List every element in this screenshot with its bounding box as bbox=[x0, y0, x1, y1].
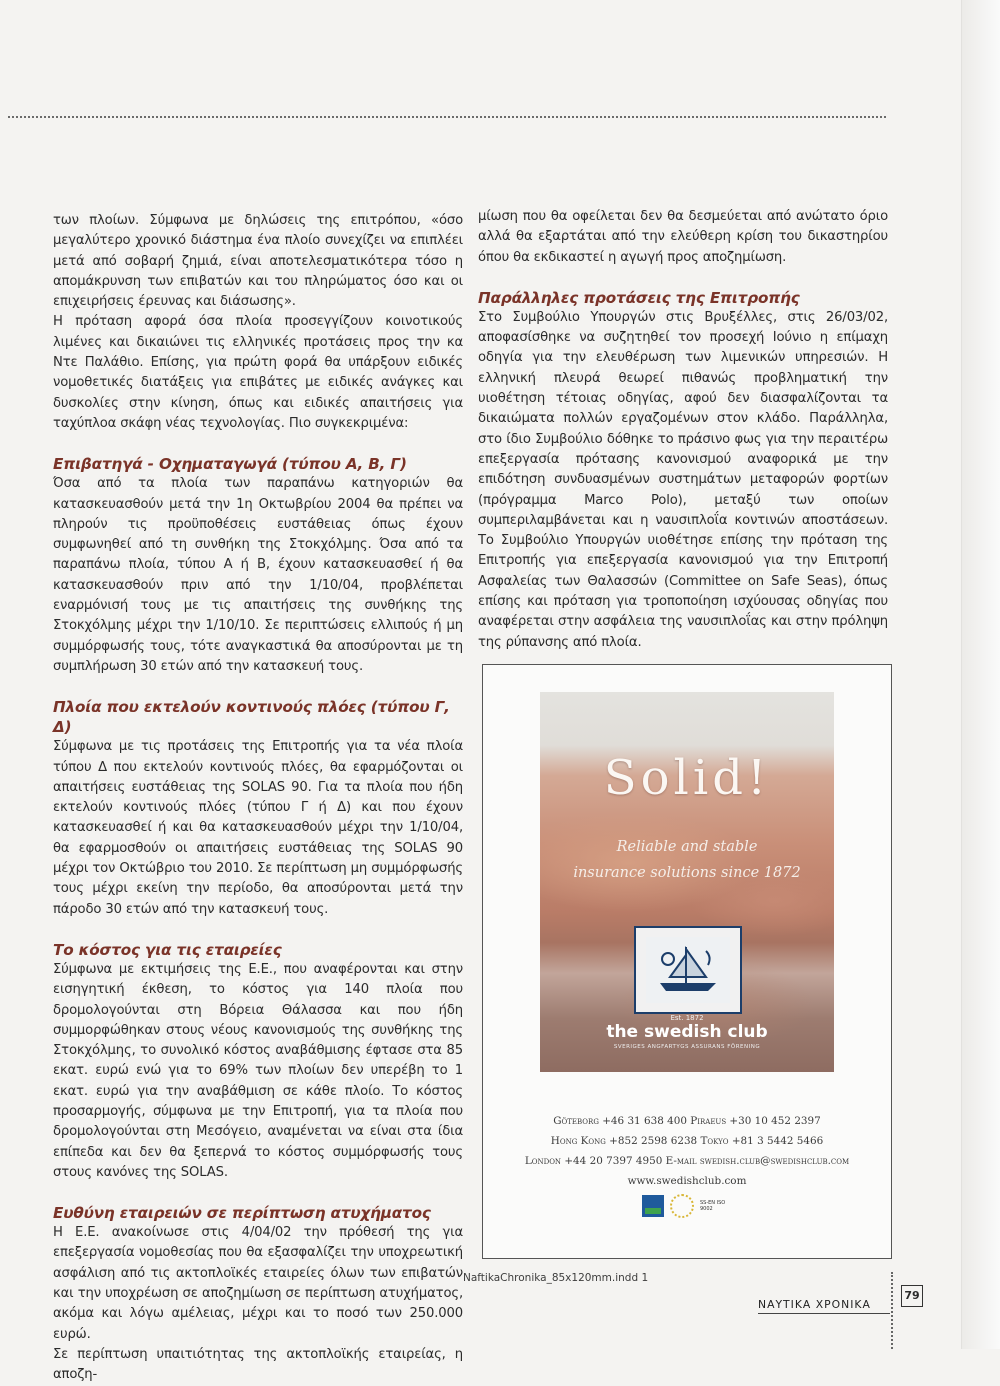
article-paragraph: Σύμφωνα με τις προτάσεις της Επιτροπής για τα νέα πλοία τύπου Δ που εκτελούν κοντινούς πλόες, θα εφαρμόζονται οι απαιτήσεις ευστάθειας της SOLAS 90. Για τα πλοία που ήδη εκτελούν κοντινούς πλόες (τύπου Γ ή Δ) και που έχουν κατασκευασθεί ή και θα κατασκευασθούν μέχρι την 1/10/04, θα εφαρμοσθούν οι απαιτήσεις ευστάθειας της SOLAS 90 μέχρι τον Οκτώβριο του 2010. Σε περίπτωση μη συμμόρφωσής τους μέχρι εκείνη την περίοδο, θα αποσύρονται μετά την πάροδο 30 ετών από την κατασκευή τους. bbox=[53, 739, 463, 917]
article-paragraph: Όσα από τα πλοία των παραπάνω κατηγοριών θα κατασκευασθούν μετά την 1η Οκτωβρίου 2004 θα πρέπει να πληρούν τις προϋποθέσεις ευστάθειας όπως έχουν συμφωνηθεί από τη συνθήκη της Στοκχόλμης. Όσα από τα παραπάνω πλοία, τύπου Α ή Β, έχουν κατασκευασθεί ή θα κατασκευασθούν πριν από την 1/10/04, προβλέπεται εναρμόνισή τους με τις απαιτήσεις της συνθήκης της Στοκχόλμης μέχρι την 1/10/10. Σε περιπτώσεις ελλιπούς ή μη συμμόρφωσής τους, τότε αναγκαστικά θα αποσύρονται με τη συμπλήρωση 30 ετών από την κατασκευή τους. bbox=[53, 476, 463, 674]
ad-tagline bbox=[540, 834, 834, 886]
swedish-club-advertisement[interactable] bbox=[482, 664, 892, 1259]
ad-tagline-line: Reliable and stable bbox=[616, 839, 758, 855]
article-paragraph: Στο Συμβούλιο Υπουργών στις Βρυξέλλες, στις 26/03/02, αποφασίσθηκε να συζητηθεί τον προσεχή Ιούνιο η επίμαχη οδηγία για την ελευθέρωση των λιμενικών υπηρεσιών. Η ελληνική πλευρά θεωρεί πιθανώς προβληματική την υιοθέτηση τέτοιας οδηγίας, αφού δεν διασφαλίζονται τα δικαιώματα πολλών εργαζομένων στον κλάδο. Παράλληλα, στο ίδιο Συμβούλιο δόθηκε το πράσινο φως για την περαιτέρω επεξεργασία πρότασης κανονισμού αναφορικά με την επιδότηση συνδυασμένων συστημάτων μεταφορών φορτίων (πρόγραμμα Marco Polo), μεταξύ των οποίων συμπεριλαμβάνεται και η ναυσιπλοΐα κοντινών αποστάσεων. Το Συμβούλιο Υπουργών υιοθέτησε επίσης την πρόταση της Επιτροπής για επεξεργασία κανονισμού για την Επιτροπή Ασφαλείας των Θαλασσών (Committee on Safe Seas), όπως επίσης και πρόταση για τροποποίηση ισχύουσας οδηγίας που αναφέρεται στην ασφάλεια της ναυσιπλοΐας και στην πρόληψη της ρύπανσης από πλοία. bbox=[478, 309, 888, 650]
section-heading: Πλοία που εκτελούν κοντινούς πλόες (τύπου Γ, Δ) bbox=[53, 698, 450, 737]
ad-title: Solid! bbox=[603, 750, 771, 806]
ad-club-subtitle: SVERIGES ANGFARTYGS ASSURANS FÖRENING bbox=[613, 1044, 761, 1050]
footer-dotted-rule bbox=[891, 1272, 893, 1349]
ship-emblem-icon bbox=[646, 937, 730, 1003]
section-heading: Το κόστος για τις εταιρείες bbox=[53, 940, 282, 959]
article-paragraph: Η πρόταση αφορά όσα πλοία προσεγγίζουν κοινοτικούς λιμένες και δικαιώνει τις ελληνικές προτάσεις προς την κα Ντε Παλάθιο. Επίσης, για πρώτη φορά θα υπάρξουν ειδικές νομοθετικές διατάξεις για επιβάτες με ειδικές ανάγκες και δυσκολίες στην κίνηση, όπως και ειδικές απαιτήσεις για ταχύπλοα σκάφη νέας τεχνολογίας. Πιο συγκεκριμένα: bbox=[53, 314, 463, 431]
section-heading: Ευθύνη εταιρειών σε περίπτωση ατυχήματος bbox=[53, 1204, 431, 1223]
ad-rock-photo bbox=[540, 692, 834, 1072]
club-emblem-logo bbox=[634, 926, 742, 1014]
indd-file-label: NaftikaChronika_85x120mm.indd 1 bbox=[463, 1272, 649, 1284]
page-number: 79 bbox=[901, 1285, 923, 1307]
ad-contact-line: Göteborg +46 31 638 400 Piraeus +30 10 452 2397 bbox=[553, 1115, 821, 1127]
ad-contact-line: London +44 20 7397 4950 E-mail swedish.club@swedishclub.com bbox=[524, 1155, 850, 1167]
article-left-column bbox=[53, 211, 463, 1386]
section-heading: Επιβατηγά - Οχηματαγωγά (τύπου Α, Β, Γ) bbox=[53, 455, 407, 474]
page-edge bbox=[961, 0, 1000, 1349]
section-heading: Παράλληλες προτάσεις της Επιτροπής bbox=[478, 288, 800, 307]
ad-tagline-line: insurance solutions since 1872 bbox=[573, 865, 801, 881]
eu-stars-icon bbox=[670, 1194, 694, 1218]
iso-cert-label: SS-EN ISO 9002 bbox=[700, 1200, 726, 1212]
ad-contacts bbox=[483, 1111, 891, 1191]
footer-rule bbox=[758, 1313, 890, 1314]
certification-logo-icon bbox=[642, 1195, 664, 1217]
article-paragraph: μίωση που θα οφείλεται δεν θα δεσμεύεται από ανώτατο όριο αλλά θα εξαρτάται από την ελεύθερη κρίση του δικαστηρίου όπου θα εκδικαστεί η αγωγή προς αποζημίωση. bbox=[478, 209, 888, 265]
article-paragraph: Σύμφωνα με εκτιμήσεις της Ε.Ε., που αναφέρονται και στην εισηγητική έκθεση, το κόστος για 140 πλοία που δρομολογούνται στη Βόρεια Θάλασσα και που ήδη συμμορφώθηκαν στους νέους κανονισμούς της συνθήκης της Στοκχόλμης, το συνολικό κόστος αναβάθμισης έφτασε στα 85 εκατ. ευρώ ενώ για το 69% των πλοίων δεν υπερέβη το 1 εκατ. ευρώ για την αναβάθμιση σε κάθε πλοίο. Το κόστος προσαρμογής, σύμφωνα με την Επιτροπή, για τα πλοία που δρομολογούνται στη Μεσόγειο, αναμένεται να είναι στα ίδια επίπεδα και δεν θα ξεπερνά το κόστος συμμόρφωσής τους στους κανόνες της SOLAS. bbox=[53, 961, 463, 1180]
ad-club-name: the swedish club bbox=[606, 1022, 768, 1042]
top-dotted-rule bbox=[8, 116, 886, 118]
article-paragraph: Η Ε.Ε. ανακοίνωσε στις 4/04/02 την πρόθεσή της για επεξεργασία νομοθεσίας που θα εξασφαλίζει την υποχρεωτική ασφάλιση από τις ακτοπλοϊκές εταιρείες όλων των επιβατών και την υποχρέωση σε αποζημίωση σε περίπτωση ατυχήματος, ακόμα και λόγω αμέλειας, μέχρι και το ποσό των 250.000 ευρώ. bbox=[53, 1225, 463, 1342]
article-paragraph: των πλοίων. Σύμφωνα με δηλώσεις της επιτρόπου, «όσο μεγαλύτερο χρονικό διάστημα ένα πλοίο συνεχίζει να επιπλέει μετά από σοβαρή ζημιά, είναι αποτελεσματικότερα τόσο η απομάκρυνση των επιβατών και του πληρώματος όσο και οι επιχειρήσεις έρευνας και διάσωσης». bbox=[53, 213, 463, 310]
ad-contact-line: Hong Kong +852 2598 6238 Tokyo +81 3 5442 5466 bbox=[550, 1135, 824, 1147]
ad-website-link[interactable]: www.swedishclub.com bbox=[627, 1175, 747, 1187]
article-right-column bbox=[478, 207, 888, 653]
ad-certifications bbox=[635, 1191, 739, 1221]
article-paragraph: Σε περίπτωση υπαιτιότητας της ακτοπλοϊκής εταιρείας, η αποζη- bbox=[53, 1346, 463, 1383]
ad-established: Est. 1872 bbox=[670, 1014, 704, 1022]
magazine-brand: ΝΑΥΤΙΚΑ ΧΡΟΝΙΚΑ bbox=[758, 1298, 871, 1311]
